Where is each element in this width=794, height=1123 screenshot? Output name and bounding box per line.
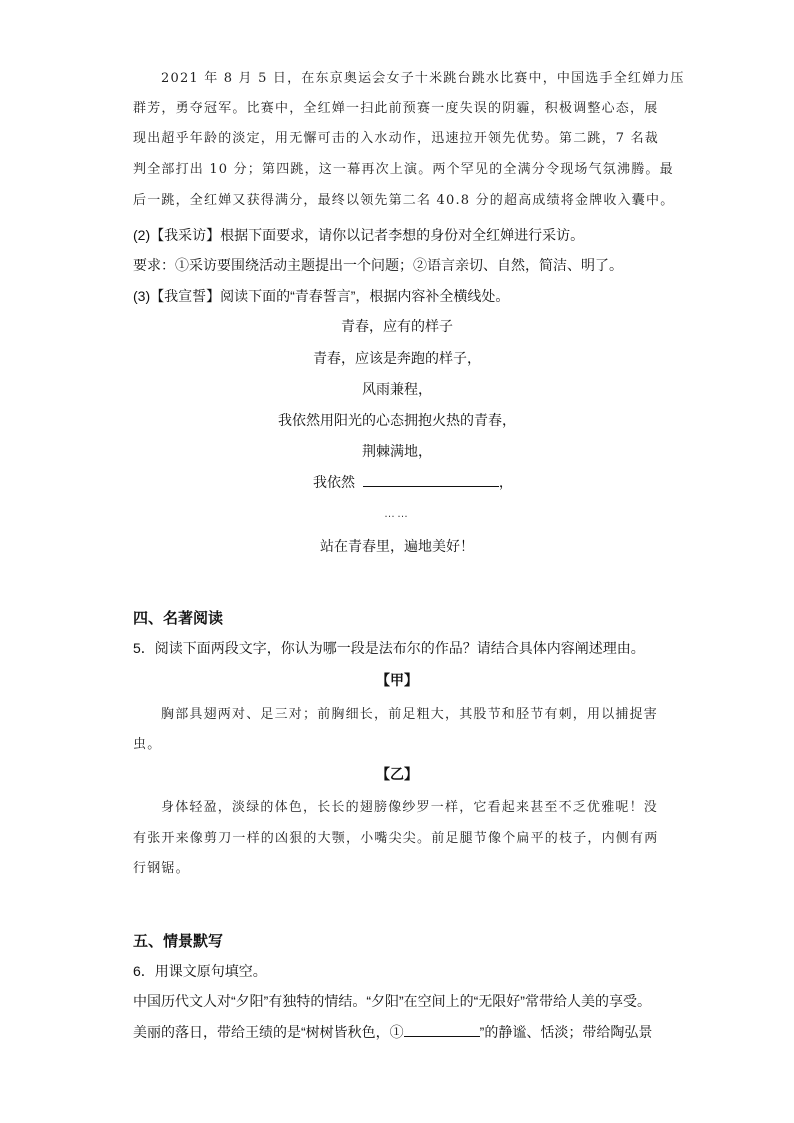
question-6: 6．用课文原句填空。 (133, 963, 267, 979)
passage-yi-label: 【乙】 (376, 766, 418, 782)
poem-ellipsis: …… (384, 508, 410, 520)
poem-answer-blank[interactable] (363, 472, 499, 487)
passage-yi-line-1: 身体轻盈，淡绿的体色，长长的翅膀像纱罗一样，它看起来甚至不乏优雅呢！没 (161, 800, 659, 815)
poem-last-line: 站在青春里，遍地美好！ (320, 538, 474, 554)
q3-prompt: (3)【我宣誓】阅读下面的“青春誓言”，根据内容补全横线处。 (133, 288, 510, 304)
passage-line-2: 群芳，勇夺冠军。比赛中，全红婵一扫此前预赛一度失误的阴霾，积极调整心态，展 (133, 101, 659, 116)
passage-yi-line-2: 有张开来像剪刀一样的凶狠的大颚，小嘴尖尖。前足腿节像个扁平的枝子，内侧有两 (133, 831, 659, 846)
passage-line-5: 后一跳，全红婵又获得满分，最终以领先第二名 40.8 分的超高成绩将金牌收入囊中。 (133, 193, 675, 208)
q2-prompt: (2)【我采访】根据下面要求，请你以记者李想的身份对全红婵进行采访。 (133, 227, 585, 243)
fill-blank-1[interactable] (404, 1022, 480, 1037)
passage-jia-label: 【甲】 (376, 672, 418, 688)
passage-jia-line-2: 虫。 (133, 737, 162, 752)
poem-line-5-suffix: ， (498, 474, 513, 490)
poem-line-5-prefix: 我依然 (313, 474, 355, 490)
q2-requirement: 要求：①采访要围绕活动主题提出一个问题；②语言亲切、自然，简洁、明了。 (133, 257, 623, 273)
poem-title: 青春，应有的样子 (341, 318, 453, 334)
passage-yi-line-3: 行钢锯。 (133, 861, 190, 876)
section-4-heading: 四、名著阅读 (133, 610, 224, 627)
poem-line-5 (313, 472, 513, 492)
section-5-line-2-prefix: 美丽的落日，带给王绩的是“树树皆秋色，① (133, 1024, 404, 1040)
passage-line-1: 2021 年 8 月 5 日，在东京奥运会女子十米跳台跳水比赛中，中国选手全红婵力压 (161, 71, 685, 86)
poem-line-4: 荆棘满地， (362, 443, 432, 459)
section-5-line-2 (133, 1022, 652, 1042)
poem-line-2: 风雨兼程， (362, 381, 432, 397)
poem-line-3: 我依然用阳光的心态拥抱火热的青春， (278, 412, 516, 428)
question-5: 5．阅读下面两段文字，你认为哪一段是法布尔的作品？请结合具体内容阐述理由。 (133, 640, 645, 656)
section-5-heading: 五、情景默写 (133, 933, 224, 950)
poem-line-1: 青春，应该是奔跑的样子， (313, 350, 481, 366)
passage-jia-line-1: 胸部具翅两对、足三对；前胸细长，前足粗大，其股节和胫节有刺，用以捕捉害 (161, 707, 659, 722)
passage-line-3: 现出超乎年龄的淡定，用无懈可击的入水动作，迅速拉开领先优势。第二跳，7 名裁 (133, 131, 660, 146)
passage-line-4: 判全部打出 10 分；第四跳，这一幕再次上演。两个罕见的全满分令现场气氛沸腾。最 (133, 162, 674, 177)
section-5-line-2-suffix: ”的静谧、恬淡；带给陶弘景 (479, 1024, 653, 1040)
section-5-line-1: 中国历代文人对“夕阳”有独特的情结。“夕阳”在空间上的“无限好”常带给人美的享受。 (133, 993, 651, 1009)
